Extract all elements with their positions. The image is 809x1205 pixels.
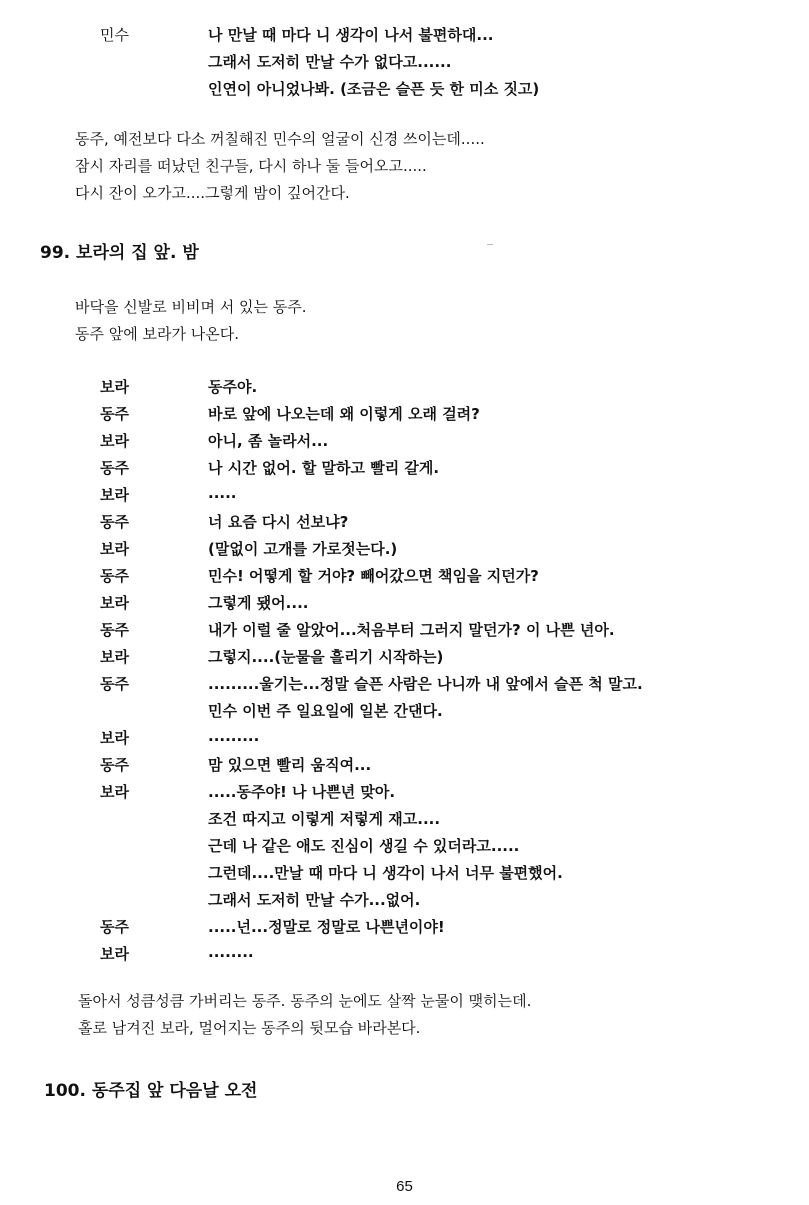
action-block-2 [75, 296, 306, 350]
speaker-name: 보라 [100, 594, 129, 612]
dialogue-row [0, 889, 809, 916]
page-number: 65 [396, 1178, 413, 1195]
dialogue-line: 그런데....만날 때 마다 니 생각이 나서 너무 불편했어. [208, 864, 563, 882]
dialogue-row [0, 511, 809, 538]
dialogue-line: 아니, 좀 놀라서... [208, 432, 329, 450]
dialogue-row [0, 538, 809, 565]
dialogue-line: 그래서 도저히 만날 수가 없다고...... [208, 53, 452, 71]
dialogue-line: 맘 있으면 빨리 움직여... [208, 756, 372, 774]
speaker-name: 민수 [100, 26, 129, 44]
dialogue-line: 내가 이럴 줄 알았어...처음부터 그러지 말던가? 이 나쁜 년아. [208, 621, 615, 639]
dialogue-line: .....동주야! 나 나쁜년 맞아. [208, 783, 396, 801]
speaker-name: 동주 [100, 513, 129, 531]
dialogue-line: ..... [208, 484, 237, 502]
dialogue-row [0, 565, 809, 592]
action-line: 동주 앞에 보라가 나온다. [75, 325, 239, 343]
dialogue-line: ......... [208, 727, 260, 745]
dialogue-row [0, 24, 809, 51]
dialogue-line: 바로 앞에 나오는데 왜 이렇게 오래 걸려? [208, 405, 480, 423]
dialogue-line: .....넌...정말로 정말로 나쁜년이야! [208, 918, 445, 936]
dialogue-line: .........울기는...정말 슬픈 사람은 나니까 내 앞에서 슬픈 척 말고. [208, 675, 643, 693]
action-line: 다시 잔이 오가고....그렇게 밤이 깊어간다. [75, 184, 350, 202]
action-block-3 [78, 990, 531, 1044]
dialogue-row [0, 457, 809, 484]
dialogue-line: ........ [208, 943, 254, 961]
speaker-name: 동주 [100, 567, 129, 585]
action-line: 잠시 자리를 떠났던 친구들, 다시 하나 둘 들어오고..... [75, 157, 427, 175]
dialogue-row [0, 700, 809, 727]
dialogue-row [0, 592, 809, 619]
dialogue-line: 동주야. [208, 378, 258, 396]
speaker-name: 동주 [100, 621, 129, 639]
speaker-name: 보라 [100, 432, 129, 450]
top-dialogue-block [0, 24, 809, 105]
dialogue-row [0, 862, 809, 889]
speaker-name: 동주 [100, 675, 129, 693]
action-line: 돌아서 성큼성큼 가버리는 동주. 동주의 눈에도 살짝 눈물이 맺히는데. [78, 992, 532, 1010]
scan-mark [487, 244, 493, 245]
dialogue-row [0, 430, 809, 457]
scene-heading-99: 99. 보라의 집 앞. 밤 [40, 243, 199, 263]
speaker-name: 보라 [100, 783, 129, 801]
dialogue-line: 나 시간 없어. 할 말하고 빨리 갈게. [208, 459, 440, 477]
action-line: 동주, 예전보다 다소 꺼칠해진 민수의 얼굴이 신경 쓰이는데..... [75, 130, 485, 148]
action-line: 바닥을 신발로 비비며 서 있는 동주. [75, 298, 307, 316]
dialogue-line: 근데 나 같은 애도 진심이 생길 수 있더라고..... [208, 837, 520, 855]
dialogue-row [0, 51, 809, 78]
speaker-name: 보라 [100, 378, 129, 396]
dialogue-row [0, 376, 809, 403]
dialogue-row [0, 484, 809, 511]
dialogue-line: 나 만날 때 마다 니 생각이 나서 불편하대... [208, 26, 494, 44]
dialogue-line: 그렇게 됐어.... [208, 594, 309, 612]
scene-heading-100: 100. 동주집 앞 다음날 오전 [44, 1081, 258, 1101]
action-block-1 [75, 128, 485, 209]
dialogue-line: 너 요즘 다시 선보냐? [208, 513, 349, 531]
speaker-name: 보라 [100, 648, 129, 666]
dialogue-row [0, 808, 809, 835]
dialogue-row [0, 916, 809, 943]
main-dialogue-block [0, 376, 809, 970]
speaker-name: 동주 [100, 405, 129, 423]
speaker-name: 동주 [100, 459, 129, 477]
dialogue-row [0, 673, 809, 700]
speaker-name: 보라 [100, 729, 129, 747]
dialogue-line: 조건 따지고 이렇게 저렇게 재고.... [208, 810, 441, 828]
dialogue-row [0, 781, 809, 808]
dialogue-row [0, 727, 809, 754]
dialogue-row [0, 943, 809, 970]
dialogue-row [0, 619, 809, 646]
dialogue-row [0, 754, 809, 781]
speaker-name: 동주 [100, 918, 129, 936]
speaker-name: 보라 [100, 945, 129, 963]
speaker-name: 동주 [100, 756, 129, 774]
dialogue-line: 민수! 어떻게 할 거야? 빼어갔으면 책임을 지던가? [208, 567, 539, 585]
dialogue-line: (말없이 고개를 가로젓는다.) [208, 540, 398, 558]
dialogue-line: 그래서 도저히 만날 수가...없어. [208, 891, 421, 909]
dialogue-line: 민수 이번 주 일요일에 일본 간댄다. [208, 702, 443, 720]
dialogue-row [0, 78, 809, 105]
dialogue-line: 그렇지....(눈물을 흘리기 시작하는) [208, 648, 444, 666]
dialogue-row [0, 835, 809, 862]
speaker-name: 보라 [100, 486, 129, 504]
speaker-name: 보라 [100, 540, 129, 558]
action-line: 홀로 남겨진 보라, 멀어지는 동주의 뒷모습 바라본다. [78, 1019, 421, 1037]
dialogue-line: 인연이 아니었나봐. (조금은 슬픈 듯 한 미소 짓고) [208, 80, 540, 98]
dialogue-row [0, 403, 809, 430]
dialogue-row [0, 646, 809, 673]
